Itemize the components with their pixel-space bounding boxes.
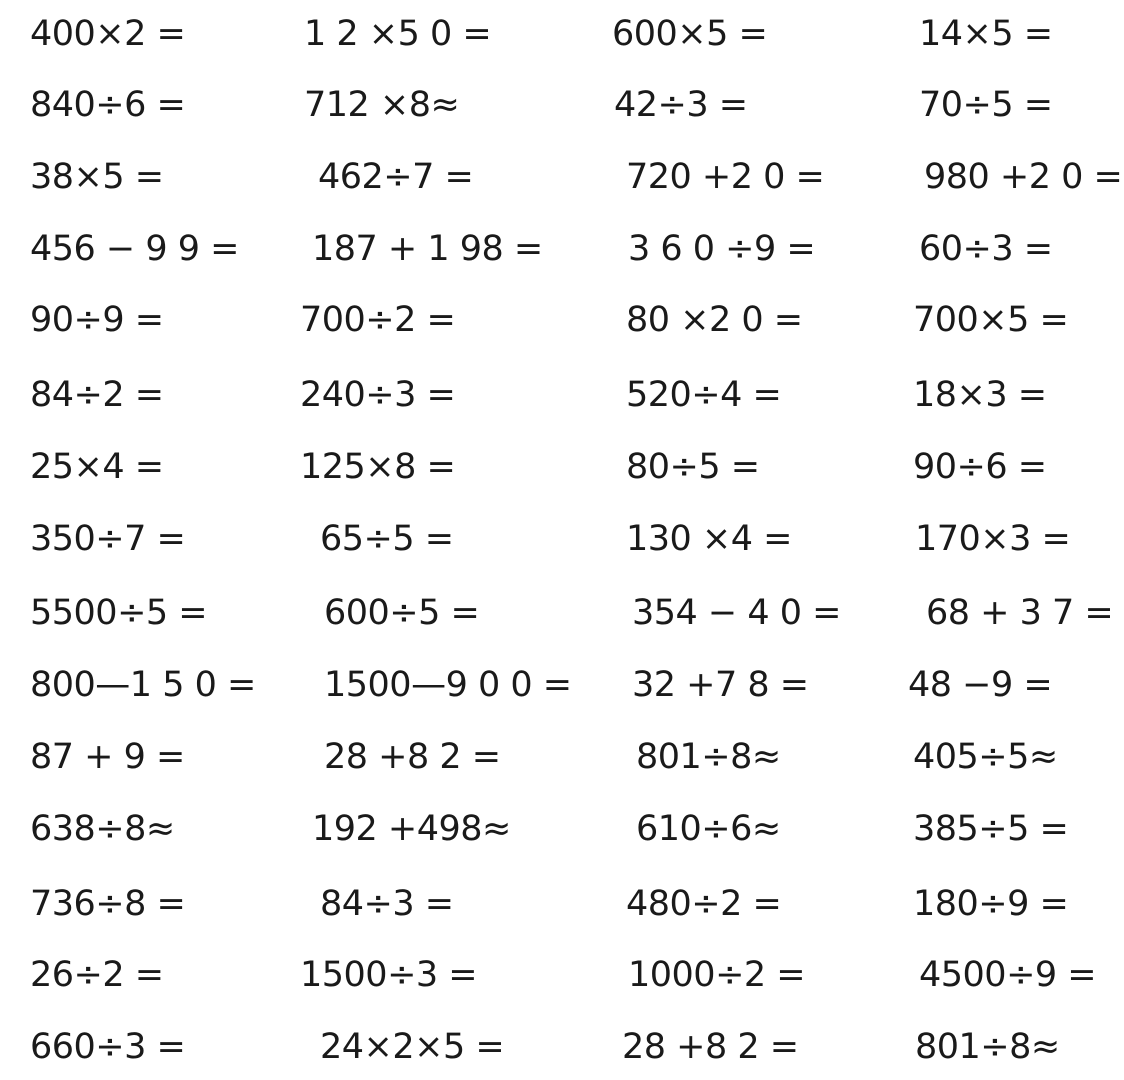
problem-r6-c4: 18×3 = bbox=[913, 375, 1047, 415]
problem-r11-c2: 28 +8 2 = bbox=[324, 737, 501, 777]
problem-r14-c2: 1500÷3 = bbox=[300, 955, 478, 995]
problem-r4-c4: 60÷3 = bbox=[919, 229, 1053, 269]
problem-r5-c2: 700÷2 = bbox=[300, 300, 456, 340]
problem-r15-c3: 28 +8 2 = bbox=[622, 1027, 799, 1067]
problem-r4-c2: 187 + 1 98 = bbox=[312, 229, 543, 269]
problem-r12-c1: 638÷8≈ bbox=[30, 809, 175, 849]
problem-r12-c2: 192 +498≈ bbox=[312, 809, 511, 849]
problem-r5-c1: 90÷9 = bbox=[30, 300, 164, 340]
problem-r9-c1: 5500÷5 = bbox=[30, 593, 208, 633]
problem-r4-c3: 3 6 0 ÷9 = bbox=[628, 229, 816, 269]
problem-r15-c2: 24×2×5 = bbox=[320, 1027, 505, 1067]
problem-r10-c3: 32 +7 8 = bbox=[632, 665, 809, 705]
problem-r8-c4: 170×3 = bbox=[915, 519, 1071, 559]
problem-r9-c2: 600÷5 = bbox=[324, 593, 480, 633]
problem-r5-c3: 80 ×2 0 = bbox=[626, 300, 803, 340]
problem-r1-c2: 1 2 ×5 0 = bbox=[304, 14, 492, 54]
problem-r3-c3: 720 +2 0 = bbox=[626, 157, 825, 197]
problem-r14-c1: 26÷2 = bbox=[30, 955, 164, 995]
problem-r10-c4: 48 −9 = bbox=[908, 665, 1053, 705]
problem-r4-c1: 456 − 9 9 = bbox=[30, 229, 239, 269]
problem-r1-c3: 600×5 = bbox=[612, 14, 768, 54]
problem-r1-c1: 400×2 = bbox=[30, 14, 186, 54]
problem-r13-c1: 736÷8 = bbox=[30, 884, 186, 924]
problem-r12-c4: 385÷5 = bbox=[913, 809, 1069, 849]
problem-r3-c4: 980 +2 0 = bbox=[924, 157, 1123, 197]
problem-r11-c1: 87 + 9 = bbox=[30, 737, 185, 777]
problem-r11-c3: 801÷8≈ bbox=[636, 737, 781, 777]
problem-r6-c1: 84÷2 = bbox=[30, 375, 164, 415]
problem-r9-c4: 68 + 3 7 = bbox=[926, 593, 1114, 633]
problem-r11-c4: 405÷5≈ bbox=[913, 737, 1058, 777]
problem-r6-c2: 240÷3 = bbox=[300, 375, 456, 415]
problem-r5-c4: 700×5 = bbox=[913, 300, 1069, 340]
problem-r2-c2: 712 ×8≈ bbox=[304, 85, 460, 125]
problem-r9-c3: 354 − 4 0 = bbox=[632, 593, 841, 633]
problem-r15-c4: 801÷8≈ bbox=[915, 1027, 1060, 1067]
problem-r14-c3: 1000÷2 = bbox=[628, 955, 806, 995]
problem-r7-c2: 125×8 = bbox=[300, 447, 456, 487]
problem-r8-c1: 350÷7 = bbox=[30, 519, 186, 559]
problem-r2-c4: 70÷5 = bbox=[919, 85, 1053, 125]
problem-r3-c1: 38×5 = bbox=[30, 157, 164, 197]
problem-r12-c3: 610÷6≈ bbox=[636, 809, 781, 849]
problem-r10-c2: 1500—9 0 0 = bbox=[324, 665, 572, 705]
problem-r8-c3: 130 ×4 = bbox=[626, 519, 792, 559]
problem-r6-c3: 520÷4 = bbox=[626, 375, 782, 415]
problem-r2-c3: 42÷3 = bbox=[614, 85, 748, 125]
problem-r7-c1: 25×4 = bbox=[30, 447, 164, 487]
problem-r13-c4: 180÷9 = bbox=[913, 884, 1069, 924]
problem-r7-c3: 80÷5 = bbox=[626, 447, 760, 487]
problem-r13-c3: 480÷2 = bbox=[626, 884, 782, 924]
problem-r14-c4: 4500÷9 = bbox=[919, 955, 1097, 995]
problem-r7-c4: 90÷6 = bbox=[913, 447, 1047, 487]
problem-r1-c4: 14×5 = bbox=[919, 14, 1053, 54]
problem-r13-c2: 84÷3 = bbox=[320, 884, 454, 924]
problem-r8-c2: 65÷5 = bbox=[320, 519, 454, 559]
problem-r15-c1: 660÷3 = bbox=[30, 1027, 186, 1067]
problem-r2-c1: 840÷6 = bbox=[30, 85, 186, 125]
problem-r3-c2: 462÷7 = bbox=[318, 157, 474, 197]
problem-r10-c1: 800—1 5 0 = bbox=[30, 665, 256, 705]
